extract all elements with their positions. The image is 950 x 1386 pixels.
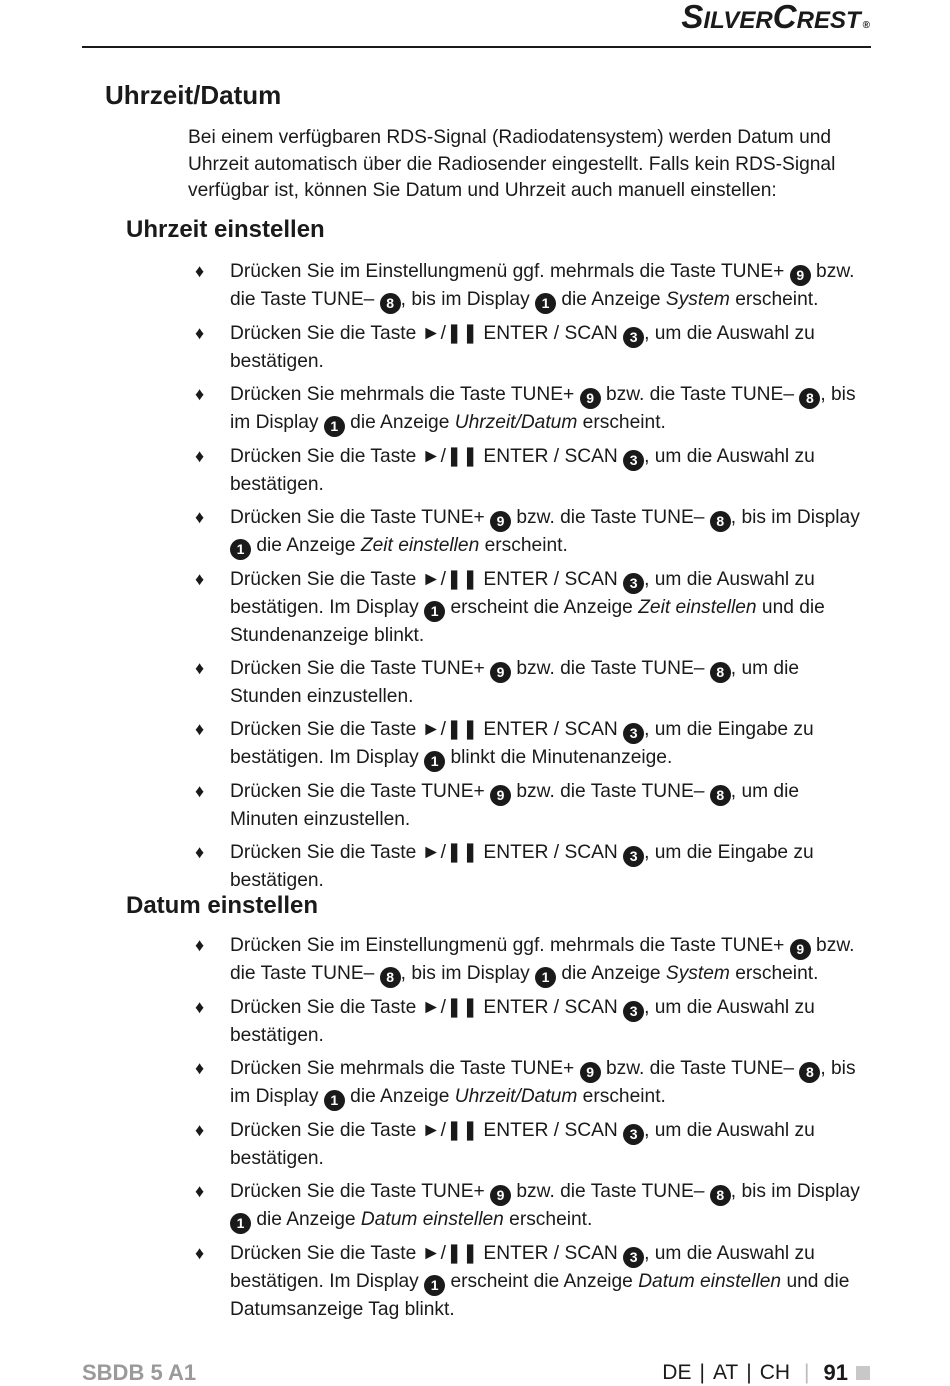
key-9-icon: 9 [790, 265, 811, 286]
key-3-icon: 3 [623, 1001, 644, 1022]
key-3-icon: 3 [623, 1124, 644, 1145]
key-3-icon: 3 [623, 1247, 644, 1268]
key-3-icon: 3 [623, 450, 644, 471]
key-9-icon: 9 [580, 388, 601, 409]
key-8-icon: 8 [710, 511, 731, 532]
list-item: ♦ Drücken Sie die Taste ►/❚❚ ENTER / SCAN 3 , um die Auswahl zu bestätigen. [195, 323, 815, 372]
model-number: SBDB 5 A1 [82, 1360, 197, 1385]
key-9-icon: 9 [490, 1185, 511, 1206]
key-3-icon: 3 [623, 573, 644, 594]
page-number: 91 [823, 1360, 848, 1385]
key-9-icon: 9 [490, 662, 511, 683]
key-9-icon: 9 [790, 939, 811, 960]
key-8-icon: 8 [380, 293, 401, 314]
key-9-icon: 9 [490, 511, 511, 532]
brand-logo: S ILVER C REST ® [681, 0, 870, 35]
key-8-icon: 8 [710, 662, 731, 683]
list-item: ♦ Drücken Sie die Taste TUNE+ 9 bzw. die Taste TUNE– 8 , um die Minuten einzustellen. [195, 781, 800, 830]
list-item: ♦ Drücken Sie die Taste TUNE+ 9 bzw. die Taste TUNE– 8 , um die Stunden einzustellen. [195, 658, 800, 707]
key-8-icon: 8 [380, 967, 401, 988]
key-1-icon: 1 [424, 751, 445, 772]
country-ch: CH [759, 1361, 791, 1384]
key-9-icon: 9 [580, 1062, 601, 1083]
list-item: ♦ Drücken Sie im Einstellungmenü ggf. mehrmals die Taste TUNE+ 9 bzw. die Taste TUNE– 8 , bis im Display 1 die Anzeige System erscheint. [0, 258, 860, 314]
footer-meta: DE | AT | CH | 91 [662, 1360, 870, 1386]
list-item: ♦ Drücken Sie die Taste ►/❚❚ ENTER / SCAN 3 , um die Auswahl zu bestätigen. Im Display 1 erscheint die Anzeige Datum einstellen und die Datumsanzeige Tag blinkt. [195, 1243, 850, 1320]
list-item: ♦ Drücken Sie im Einstellungmenü ggf. mehrmals die Taste TUNE+ 9 bzw. die Taste TUNE– 8 , bis im Display 1 die Anzeige System erscheint. [0, 932, 860, 988]
page-marker-icon [856, 1366, 870, 1380]
key-1-icon: 1 [535, 967, 556, 988]
intro-paragraph: Bei einem verfügbaren RDS-Signal (Radiodatensystem) werden Datum und Uhrzeit automatisch über die Radiosender eingestellt. Falls kein RDS-Signal verfügbar ist, können Sie Datum und Uhrzeit auch manuell einstellen: [188, 127, 836, 201]
key-3-icon: 3 [623, 846, 644, 867]
key-8-icon: 8 [799, 388, 820, 409]
list-item: ♦ Drücken Sie mehrmals die Taste TUNE+ 9 bzw. die Taste TUNE– 8 , bis im Display 1 die Anzeige Uhrzeit/Datum erscheint. [0, 381, 860, 437]
key-1-icon: 1 [230, 1213, 251, 1234]
key-9-icon: 9 [490, 785, 511, 806]
key-3-icon: 3 [623, 327, 644, 348]
header-rule [82, 46, 871, 48]
key-1-icon: 1 [230, 539, 251, 560]
list-item: ♦ Drücken Sie die Taste TUNE+ 9 bzw. die Taste TUNE– 8 , bis im Display 1 die Anzeige Datum einstellen erscheint. [0, 1178, 860, 1234]
key-8-icon: 8 [710, 1185, 731, 1206]
list-item: ♦ Drücken Sie die Taste TUNE+ 9 bzw. die Taste TUNE– 8 , bis im Display 1 die Anzeige Zeit einstellen erscheint. [0, 504, 860, 560]
list-item: ♦ Drücken Sie die Taste ►/❚❚ ENTER / SCAN 3 , um die Eingabe zu bestätigen. Im Display 1 blinkt die Minutenanzeige. [0, 716, 860, 772]
key-8-icon: 8 [799, 1062, 820, 1083]
list-item: ♦ Drücken Sie die Taste ►/❚❚ ENTER / SCAN 3 , um die Auswahl zu bestätigen. [195, 997, 815, 1046]
key-1-icon: 1 [535, 293, 556, 314]
list-item: ♦ Drücken Sie die Taste ►/❚❚ ENTER / SCAN 3 , um die Auswahl zu bestätigen. [195, 446, 815, 495]
list-item: ♦ Drücken Sie mehrmals die Taste TUNE+ 9 bzw. die Taste TUNE– 8 , bis im Display 1 die Anzeige Uhrzeit/Datum erscheint. [0, 1055, 860, 1111]
key-3-icon: 3 [623, 723, 644, 744]
country-de: DE [662, 1361, 692, 1384]
list-item: ♦ Drücken Sie die Taste ►/❚❚ ENTER / SCAN 3 , um die Auswahl zu bestätigen. [195, 1120, 815, 1169]
key-1-icon: 1 [424, 1275, 445, 1296]
date-steps-list [0, 932, 950, 1329]
list-item: ♦ Drücken Sie die Taste ►/❚❚ ENTER / SCAN 3 , um die Auswahl zu bestätigen. Im Display 1 erscheint die Anzeige Zeit einstellen und die Stundenanzeige blinkt. [195, 569, 825, 646]
time-section-title: Uhrzeit einstellen [126, 216, 325, 243]
key-1-icon: 1 [324, 416, 345, 437]
date-section-title: Datum einstellen [126, 892, 319, 919]
key-8-icon: 8 [710, 785, 731, 806]
key-1-icon: 1 [424, 601, 445, 622]
key-1-icon: 1 [324, 1090, 345, 1111]
country-at: AT [712, 1361, 739, 1384]
time-steps-list [0, 258, 950, 900]
list-item: ♦ Drücken Sie die Taste ►/❚❚ ENTER / SCAN 3 , um die Eingabe zu bestätigen. [195, 842, 814, 891]
section-title: Uhrzeit/Datum [105, 80, 282, 110]
